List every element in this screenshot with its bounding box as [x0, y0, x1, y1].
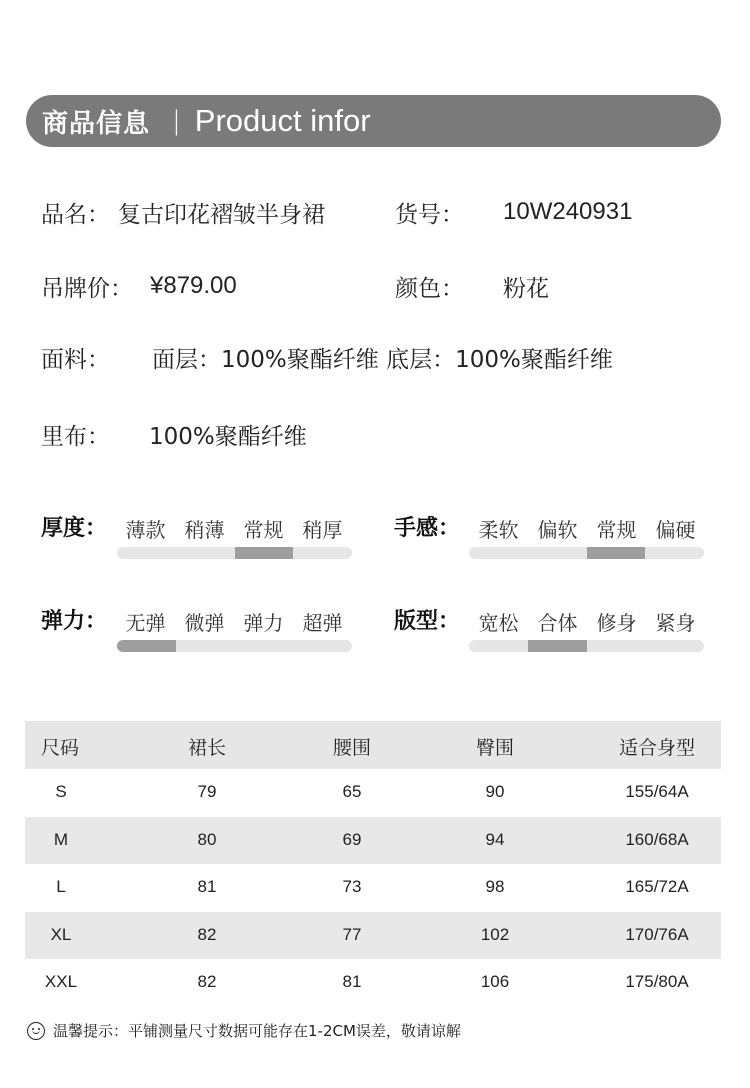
lining-value: 100%聚酯纤维	[149, 424, 307, 450]
section-header-banner	[26, 95, 721, 147]
attribute-scale-track	[469, 640, 704, 652]
table-cell: 81	[342, 972, 362, 991]
attribute-option: 无弹	[125, 611, 166, 635]
table-header-row	[25, 721, 721, 769]
section-title-en: Product infor	[194, 103, 371, 138]
attribute-scale-indicator	[235, 547, 294, 559]
table-cell: 94	[485, 829, 505, 849]
table-cell: 98	[485, 877, 505, 896]
table-cell: 77	[342, 924, 362, 944]
name-value: 复古印花褶皱半身裙	[118, 202, 325, 228]
attribute-option: 超弹	[302, 611, 343, 635]
table-cell: 73	[342, 877, 362, 896]
attribute-label: 厚度：	[41, 516, 108, 541]
table-cell: 82	[197, 924, 217, 944]
color-label: 颜色：	[395, 276, 464, 302]
attribute-scale-indicator	[117, 640, 176, 652]
attribute-option: 弹力	[243, 611, 284, 635]
table-row	[25, 817, 721, 865]
attribute-option: 常规	[243, 518, 284, 542]
color-value: 粉花	[503, 276, 549, 302]
table-header-cell: 臀围	[475, 737, 514, 759]
attribute-option: 微弹	[184, 611, 225, 635]
attribute-scale-track	[117, 640, 352, 652]
lining-label: 里布：	[41, 424, 110, 450]
sku-value: 10W240931	[503, 198, 633, 225]
attribute-options	[469, 514, 705, 543]
attribute-option: 合体	[537, 611, 578, 635]
table-cell: 81	[197, 877, 217, 896]
table-cell: 82	[197, 972, 217, 991]
table-header-cell: 裙长	[187, 737, 226, 759]
attribute-option: 稍薄	[184, 518, 225, 542]
table-row	[25, 959, 721, 1007]
attribute-option: 薄款	[125, 518, 166, 542]
fabric-value: 面层：100%聚酯纤维 底层：100%聚酯纤维	[152, 347, 613, 373]
attribute-option: 偏软	[537, 518, 578, 542]
table-cell: L	[56, 877, 66, 896]
table-cell: 102	[480, 924, 510, 944]
table-cell: S	[55, 782, 67, 801]
attribute-option: 偏硬	[655, 518, 696, 542]
attribute-option: 修身	[596, 611, 637, 635]
table-cell: 69	[342, 829, 362, 849]
section-title-cn: 商品信息	[42, 108, 151, 139]
note-text: 温馨提示：平铺测量尺寸数据可能存在1-2CM误差，敬请谅解	[53, 1022, 461, 1040]
sku-label: 货号：	[395, 202, 464, 228]
attribute-label: 版型：	[394, 609, 461, 634]
table-cell: XL	[50, 924, 72, 944]
fabric-label: 面料：	[41, 347, 110, 373]
table-cell: 79	[197, 782, 217, 801]
table-cell: 160/68A	[625, 829, 689, 849]
attribute-scale-track	[117, 547, 352, 559]
attribute-scale-indicator	[587, 547, 646, 559]
table-cell: 155/64A	[625, 782, 689, 801]
table-cell: XXL	[44, 972, 78, 991]
attribute-option: 常规	[596, 518, 637, 542]
attribute-options	[116, 607, 352, 636]
attribute-option: 柔软	[478, 518, 519, 542]
attribute-scale-indicator	[528, 640, 587, 652]
table-header-cell: 适合身型	[618, 737, 695, 759]
table-cell: M	[53, 829, 69, 849]
table-row	[25, 769, 721, 817]
attribute-scale-track	[469, 547, 704, 559]
table-cell: 90	[485, 782, 505, 801]
table-cell: 80	[197, 829, 217, 849]
attribute-options	[116, 514, 352, 543]
attribute-option: 紧身	[655, 611, 696, 635]
attribute-option: 稍厚	[302, 518, 343, 542]
table-cell: 65	[342, 782, 362, 801]
smile-icon	[27, 1022, 45, 1040]
measurement-note	[27, 1020, 461, 1041]
price-value: ¥879.00	[150, 272, 237, 299]
table-header-cell: 尺码	[41, 737, 80, 759]
table-cell: 106	[480, 972, 510, 991]
price-label: 吊牌价：	[41, 276, 133, 302]
table-row	[25, 864, 721, 912]
attribute-label: 手感：	[394, 516, 461, 541]
table-cell: 175/80A	[625, 972, 689, 991]
table-row	[25, 912, 721, 960]
attribute-option: 宽松	[478, 611, 519, 635]
name-label: 品名：	[41, 202, 110, 228]
table-cell: 165/72A	[625, 877, 689, 896]
table-cell: 170/76A	[625, 924, 689, 944]
attribute-label: 弹力：	[41, 609, 108, 634]
attribute-options	[469, 607, 705, 636]
title-separator: |	[172, 106, 181, 136]
table-header-cell: 腰围	[332, 737, 371, 759]
